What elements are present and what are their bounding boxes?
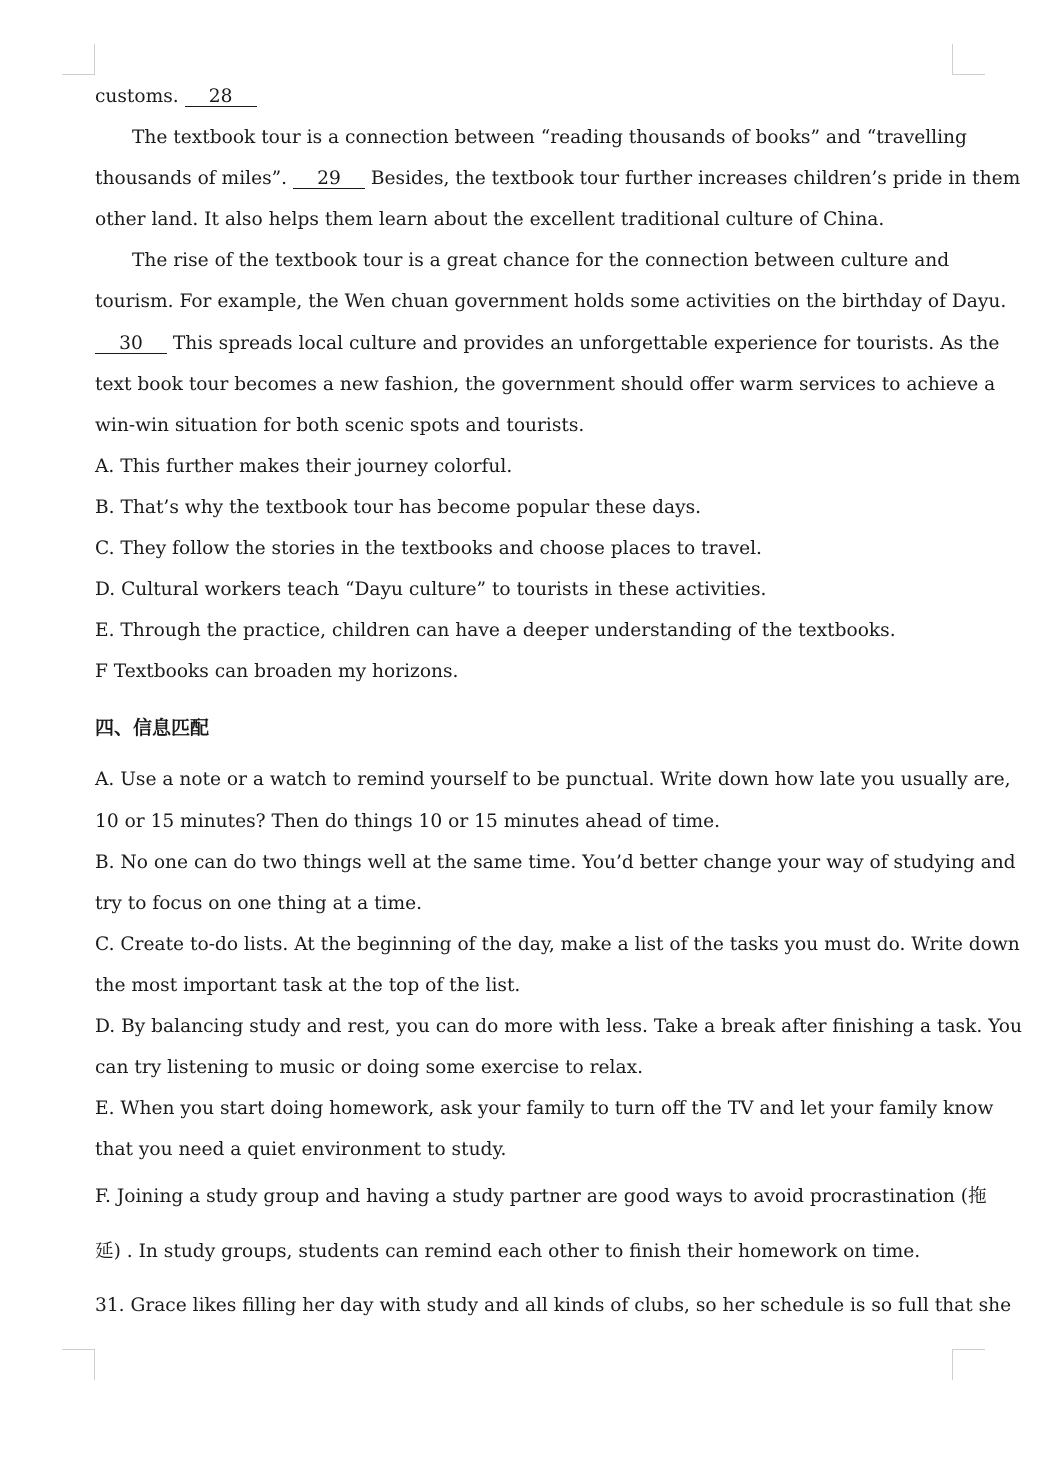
matching-f-line: 延) . In study groups, students can remind each other to finish their homework on time. [95,1240,921,1262]
matching-b-line: try to focus on one thing at a time. [95,892,423,914]
option-f: F Textbooks can broaden my horizons. [95,661,459,683]
blank-28: 28 [185,88,257,107]
matching-e-line: E. When you start doing homework, ask your family to turn off the TV and let your family know [95,1098,994,1120]
matching-f-line: F. Joining a study group and having a study partner are good ways to avoid procrastination (拖 [95,1186,987,1208]
question-31: 31. Grace likes filling her day with study and all kinds of clubs, so her schedule is so full that she [95,1295,1012,1317]
section-title: 四、信息匹配 [95,717,210,740]
matching-c-line: C. Create to-do lists. At the beginning of the day, make a list of the tasks you must do. Write down [95,933,1020,955]
matching-d-line: can try listening to music or doing some exercise to relax. [95,1057,643,1079]
crop-mark-bottom-left [62,1349,95,1380]
passage-line: text book tour becomes a new fashion, the government should offer warm services to achieve a [95,373,996,395]
passage-line [95,76,965,117]
passage-line [95,158,1021,199]
passage-text: Besides, the textbook tour further increases children’s pride in them [364,168,1021,190]
passage-line: other land. It also helps them learn about the excellent traditional culture of China. [95,209,885,231]
document-body [95,76,1022,1334]
blank-30: 30 [95,335,167,354]
passage-text: customs. [95,86,185,107]
crop-mark-top-left [62,44,95,75]
option-d: D. Cultural workers teach “Dayu culture” to tourists in these activities. [95,579,767,601]
passage-line: win-win situation for both scenic spots and tourists. [95,414,585,436]
option-c: C. They follow the stories in the textbooks and choose places to travel. [95,538,762,560]
crop-mark-bottom-right [952,1349,985,1380]
passage-line [95,323,1000,364]
option-b: B. That’s why the textbook tour has become popular these days. [95,496,702,518]
matching-c-line: the most important task at the top of the list. [95,974,521,996]
matching-a-line: 10 or 15 minutes? Then do things 10 or 15 minutes ahead of time. [95,810,721,832]
matching-a-line: A. Use a note or a watch to remind yourself to be punctual. Write down how late you usually are, [95,769,1011,791]
passage-line: The textbook tour is a connection between “reading thousands of books” and “travelling [132,127,967,149]
passage-line: The rise of the textbook tour is a great chance for the connection between culture and [132,250,950,272]
passage-text: thousands of miles”. [95,168,293,190]
crop-mark-top-right [952,44,985,75]
passage-line: tourism. For example, the Wen chuan government holds some activities on the birthday of Dayu. [95,291,1007,313]
matching-b-line: B. No one can do two things well at the same time. You’d better change your way of studying and [95,851,1016,873]
option-e: E. Through the practice, children can have a deeper understanding of the textbooks. [95,620,896,642]
passage-text: This spreads local culture and provides an unforgettable experience for tourists. As the [167,332,1000,354]
matching-e-line: that you need a quiet environment to study. [95,1139,507,1161]
option-a: A. This further makes their journey colorful. [95,455,513,477]
matching-d-line: D. By balancing study and rest, you can do more with less. Take a break after finishing a task. You [95,1015,1022,1037]
blank-29: 29 [293,170,365,189]
